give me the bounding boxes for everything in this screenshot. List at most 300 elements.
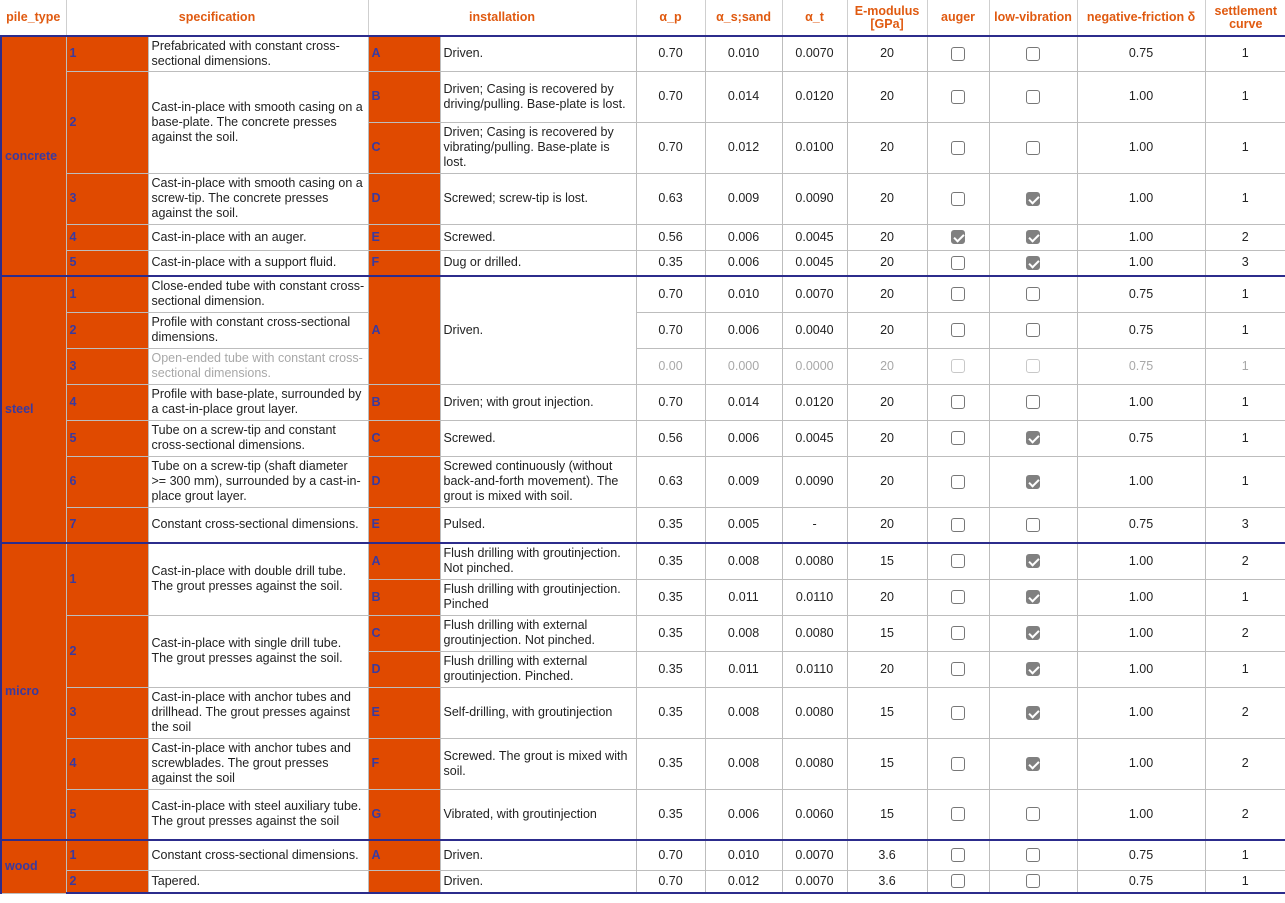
table-row[interactable] [1, 224, 1285, 250]
alpha-s-cell: 0.006 [705, 420, 782, 456]
spec-id-cell: 4 [66, 738, 148, 789]
spec-id-cell: 1 [66, 840, 148, 870]
negative-friction-cell: 0.75 [1077, 507, 1205, 543]
e-modulus-cell: 20 [847, 122, 927, 173]
alpha-s-cell: 0.010 [705, 36, 782, 71]
auger-cell [927, 543, 989, 579]
install-text-cell: Screwed. [440, 420, 636, 456]
e-modulus-cell: 20 [847, 71, 927, 122]
e-modulus-cell: 20 [847, 173, 927, 224]
install-id-cell: E [368, 687, 440, 738]
install-id-cell: D [368, 651, 440, 687]
alpha-t-cell: 0.0060 [782, 789, 847, 840]
alpha-t-cell: 0.0110 [782, 579, 847, 615]
spec-text-cell: Prefabricated with constant cross-sectional dimensions. [148, 36, 368, 71]
spec-id-cell: 5 [66, 420, 148, 456]
spec-id-cell: 7 [66, 507, 148, 543]
table-row[interactable] [1, 276, 1285, 312]
auger-cell [927, 420, 989, 456]
header-installation[interactable]: installation [368, 0, 636, 36]
install-text-cell: Screwed continuously (without back-and-forth movement). The grout is mixed with soil. [440, 456, 636, 507]
install-id-cell: D [368, 173, 440, 224]
header-alpha-p[interactable]: α_p [636, 0, 705, 36]
install-id-cell: F [368, 738, 440, 789]
auger-cell [927, 122, 989, 173]
low-vibration-cell [989, 456, 1077, 507]
spec-text-cell: Cast-in-place with a support fluid. [148, 250, 368, 276]
alpha-t-cell: 0.0080 [782, 615, 847, 651]
low-vibration-checkbox[interactable] [1026, 287, 1040, 301]
settlement-curve-cell: 1 [1205, 276, 1285, 312]
table-row[interactable] [1, 36, 1285, 71]
alpha-t-cell: 0.0080 [782, 738, 847, 789]
auger-checkbox[interactable] [951, 359, 965, 373]
low-vibration-checkbox[interactable] [1026, 431, 1040, 445]
settlement-curve-cell: 1 [1205, 870, 1285, 893]
auger-checkbox[interactable] [951, 626, 965, 640]
low-vibration-cell [989, 507, 1077, 543]
settlement-curve-cell: 2 [1205, 543, 1285, 579]
low-vibration-checkbox[interactable] [1026, 395, 1040, 409]
auger-checkbox[interactable] [951, 874, 965, 888]
negative-friction-cell: 0.75 [1077, 420, 1205, 456]
e-modulus-cell: 3.6 [847, 840, 927, 870]
low-vibration-checkbox[interactable] [1026, 662, 1040, 676]
auger-checkbox[interactable] [951, 590, 965, 604]
alpha-p-cell: 0.70 [636, 71, 705, 122]
auger-cell [927, 384, 989, 420]
low-vibration-checkbox[interactable] [1026, 475, 1040, 489]
table-body [1, 36, 1285, 893]
low-vibration-cell [989, 348, 1077, 384]
spec-id-cell: 1 [66, 543, 148, 615]
table-row[interactable] [1, 738, 1285, 789]
settlement-curve-cell: 1 [1205, 420, 1285, 456]
alpha-p-cell: 0.35 [636, 651, 705, 687]
spec-id-cell: 4 [66, 224, 148, 250]
low-vibration-cell [989, 651, 1077, 687]
spec-id-cell: 1 [66, 276, 148, 312]
install-id-cell: A [368, 543, 440, 579]
table-row[interactable] [1, 687, 1285, 738]
install-id-cell: B [368, 384, 440, 420]
e-modulus-cell: 15 [847, 789, 927, 840]
alpha-s-cell: 0.010 [705, 840, 782, 870]
auger-cell [927, 276, 989, 312]
e-modulus-cell: 20 [847, 36, 927, 71]
alpha-s-cell: 0.011 [705, 579, 782, 615]
alpha-s-cell: 0.008 [705, 687, 782, 738]
negative-friction-cell: 1.00 [1077, 687, 1205, 738]
negative-friction-cell: 1.00 [1077, 738, 1205, 789]
spec-text-cell: Constant cross-sectional dimensions. [148, 507, 368, 543]
install-text-cell: Driven. [440, 36, 636, 71]
alpha-p-cell: 0.70 [636, 36, 705, 71]
low-vibration-cell [989, 687, 1077, 738]
header-negative-friction[interactable]: negative-friction δ [1077, 0, 1205, 36]
low-vibration-checkbox[interactable] [1026, 626, 1040, 640]
e-modulus-cell: 15 [847, 543, 927, 579]
negative-friction-cell: 0.75 [1077, 36, 1205, 71]
alpha-s-cell: 0.009 [705, 456, 782, 507]
install-text-cell: Vibrated, with groutinjection [440, 789, 636, 840]
auger-checkbox[interactable] [951, 47, 965, 61]
settlement-curve-cell: 1 [1205, 840, 1285, 870]
settlement-curve-cell: 2 [1205, 615, 1285, 651]
alpha-p-cell: 0.35 [636, 507, 705, 543]
low-vibration-cell [989, 71, 1077, 122]
low-vibration-cell [989, 224, 1077, 250]
e-modulus-cell: 20 [847, 456, 927, 507]
auger-checkbox[interactable] [951, 757, 965, 771]
alpha-t-cell: 0.0090 [782, 456, 847, 507]
auger-cell [927, 687, 989, 738]
auger-cell [927, 71, 989, 122]
alpha-t-cell: 0.0070 [782, 870, 847, 893]
spec-id-cell: 6 [66, 456, 148, 507]
low-vibration-checkbox[interactable] [1026, 848, 1040, 862]
alpha-t-cell: 0.0080 [782, 687, 847, 738]
low-vibration-cell [989, 543, 1077, 579]
low-vibration-cell [989, 870, 1077, 893]
spec-text-cell: Cast-in-place with anchor tubes and screwblades. The grout presses against the soil [148, 738, 368, 789]
spec-text-cell: Cast-in-place with single drill tube. The grout presses against the soil. [148, 615, 368, 687]
settlement-curve-cell: 2 [1205, 224, 1285, 250]
auger-checkbox[interactable] [951, 662, 965, 676]
negative-friction-cell: 1.00 [1077, 789, 1205, 840]
auger-cell [927, 36, 989, 71]
negative-friction-cell: 1.00 [1077, 579, 1205, 615]
low-vibration-checkbox[interactable] [1026, 706, 1040, 720]
spec-text-cell: Close-ended tube with constant cross-sectional dimension. [148, 276, 368, 312]
auger-cell [927, 615, 989, 651]
low-vibration-checkbox[interactable] [1026, 359, 1040, 373]
low-vibration-checkbox[interactable] [1026, 90, 1040, 104]
auger-cell [927, 870, 989, 893]
auger-cell [927, 738, 989, 789]
settlement-curve-cell: 3 [1205, 507, 1285, 543]
alpha-p-cell: 0.35 [636, 789, 705, 840]
spec-text-cell: Constant cross-sectional dimensions. [148, 840, 368, 870]
auger-checkbox[interactable] [951, 395, 965, 409]
install-id-cell: E [368, 507, 440, 543]
low-vibration-cell [989, 384, 1077, 420]
negative-friction-cell: 0.75 [1077, 276, 1205, 312]
alpha-t-cell: 0.0120 [782, 384, 847, 420]
table-row[interactable] [1, 507, 1285, 543]
install-text-cell: Driven. [440, 276, 636, 384]
pile-type-cell: concrete [1, 36, 66, 276]
auger-cell [927, 224, 989, 250]
install-id-cell: D [368, 456, 440, 507]
header-row [1, 0, 1285, 36]
header-alpha-s[interactable]: α_s;sand [705, 0, 782, 36]
table-row[interactable] [1, 870, 1285, 893]
install-text-cell: Driven. [440, 870, 636, 893]
install-text-cell: Driven; Casing is recovered by driving/pulling. Base-plate is lost. [440, 71, 636, 122]
install-text-cell: Screwed. [440, 224, 636, 250]
install-text-cell: Screwed; screw-tip is lost. [440, 173, 636, 224]
alpha-p-cell: 0.35 [636, 579, 705, 615]
settlement-curve-cell: 1 [1205, 384, 1285, 420]
alpha-t-cell: 0.0100 [782, 122, 847, 173]
low-vibration-cell [989, 738, 1077, 789]
alpha-t-cell: 0.0070 [782, 840, 847, 870]
low-vibration-checkbox[interactable] [1026, 554, 1040, 568]
alpha-p-cell: 0.35 [636, 687, 705, 738]
low-vibration-checkbox[interactable] [1026, 141, 1040, 155]
spec-id-cell: 3 [66, 687, 148, 738]
alpha-s-cell: 0.006 [705, 224, 782, 250]
install-text-cell: Self-drilling, with groutinjection [440, 687, 636, 738]
spec-text-cell: Cast-in-place with anchor tubes and drillhead. The grout presses against the soil [148, 687, 368, 738]
alpha-s-cell: 0.006 [705, 789, 782, 840]
alpha-s-cell: 0.011 [705, 651, 782, 687]
auger-cell [927, 651, 989, 687]
table-row[interactable] [1, 173, 1285, 224]
install-id-cell: E [368, 224, 440, 250]
low-vibration-checkbox[interactable] [1026, 192, 1040, 206]
e-modulus-cell: 20 [847, 348, 927, 384]
header-auger[interactable]: auger [927, 0, 989, 36]
install-id-cell: A [368, 840, 440, 870]
negative-friction-cell: 1.00 [1077, 224, 1205, 250]
alpha-p-cell: 0.35 [636, 543, 705, 579]
e-modulus-cell: 20 [847, 224, 927, 250]
install-text-cell: Driven. [440, 840, 636, 870]
alpha-p-cell: 0.70 [636, 122, 705, 173]
auger-checkbox[interactable] [951, 256, 965, 270]
settlement-curve-cell: 1 [1205, 312, 1285, 348]
install-id-cell: A [368, 276, 440, 384]
e-modulus-cell: 20 [847, 384, 927, 420]
negative-friction-cell: 0.75 [1077, 348, 1205, 384]
spec-text-cell: Cast-in-place with smooth casing on a screw-tip. The concrete presses against the soil. [148, 173, 368, 224]
low-vibration-checkbox[interactable] [1026, 230, 1040, 244]
spec-text-cell: Profile with constant cross-sectional dimensions. [148, 312, 368, 348]
table-row[interactable] [1, 543, 1285, 579]
low-vibration-cell [989, 122, 1077, 173]
low-vibration-checkbox[interactable] [1026, 590, 1040, 604]
spec-text-cell: Profile with base-plate, surrounded by a cast-in-place grout layer. [148, 384, 368, 420]
e-modulus-cell: 20 [847, 420, 927, 456]
auger-checkbox[interactable] [951, 518, 965, 532]
install-text-cell: Flush drilling with external groutinjection. Not pinched. [440, 615, 636, 651]
low-vibration-cell [989, 615, 1077, 651]
low-vibration-cell [989, 36, 1077, 71]
auger-checkbox[interactable] [951, 192, 965, 206]
alpha-p-cell: 0.70 [636, 312, 705, 348]
alpha-s-cell: 0.014 [705, 384, 782, 420]
auger-cell [927, 579, 989, 615]
auger-checkbox[interactable] [951, 475, 965, 489]
alpha-t-cell: 0.0110 [782, 651, 847, 687]
table-row[interactable] [1, 250, 1285, 276]
alpha-t-cell: - [782, 507, 847, 543]
e-modulus-cell: 20 [847, 651, 927, 687]
negative-friction-cell: 1.00 [1077, 456, 1205, 507]
table-row[interactable] [1, 384, 1285, 420]
header-pile-type[interactable]: pile_type [6, 10, 61, 24]
e-modulus-cell: 20 [847, 579, 927, 615]
low-vibration-cell [989, 250, 1077, 276]
auger-cell [927, 348, 989, 384]
alpha-p-cell: 0.70 [636, 384, 705, 420]
low-vibration-checkbox[interactable] [1026, 518, 1040, 532]
header-settlement-curve[interactable]: settlement curve [1205, 0, 1285, 36]
install-id-cell: C [368, 615, 440, 651]
install-id-cell: C [368, 122, 440, 173]
low-vibration-checkbox[interactable] [1026, 757, 1040, 771]
table-row[interactable] [1, 348, 1285, 384]
alpha-t-cell: 0.0080 [782, 543, 847, 579]
table-row[interactable] [1, 456, 1285, 507]
negative-friction-cell: 1.00 [1077, 71, 1205, 122]
alpha-s-cell: 0.006 [705, 312, 782, 348]
low-vibration-cell [989, 789, 1077, 840]
e-modulus-cell: 20 [847, 276, 927, 312]
negative-friction-cell: 0.75 [1077, 870, 1205, 893]
pile-type-cell: micro [1, 543, 66, 840]
table-row[interactable] [1, 615, 1285, 651]
spec-text-cell: Tube on a screw-tip and constant cross-sectional dimensions. [148, 420, 368, 456]
negative-friction-cell: 1.00 [1077, 384, 1205, 420]
low-vibration-cell [989, 579, 1077, 615]
table-row[interactable] [1, 312, 1285, 348]
auger-checkbox[interactable] [951, 706, 965, 720]
auger-cell [927, 250, 989, 276]
spec-id-cell: 5 [66, 250, 148, 276]
settlement-curve-cell: 1 [1205, 348, 1285, 384]
e-modulus-cell: 20 [847, 507, 927, 543]
negative-friction-cell: 1.00 [1077, 173, 1205, 224]
alpha-t-cell: 0.0090 [782, 173, 847, 224]
alpha-t-cell: 0.0120 [782, 71, 847, 122]
alpha-t-cell: 0.0045 [782, 250, 847, 276]
auger-checkbox[interactable] [951, 554, 965, 568]
alpha-t-cell: 0.0070 [782, 276, 847, 312]
auger-checkbox[interactable] [951, 141, 965, 155]
low-vibration-cell [989, 840, 1077, 870]
alpha-s-cell: 0.009 [705, 173, 782, 224]
install-text-cell: Dug or drilled. [440, 250, 636, 276]
alpha-s-cell: 0.008 [705, 738, 782, 789]
auger-checkbox[interactable] [951, 90, 965, 104]
low-vibration-checkbox[interactable] [1026, 256, 1040, 270]
alpha-s-cell: 0.008 [705, 615, 782, 651]
settlement-curve-cell: 2 [1205, 738, 1285, 789]
alpha-s-cell: 0.005 [705, 507, 782, 543]
pile-type-cell: steel [1, 276, 66, 543]
alpha-p-cell: 0.35 [636, 615, 705, 651]
low-vibration-checkbox[interactable] [1026, 323, 1040, 337]
negative-friction-cell: 1.00 [1077, 122, 1205, 173]
low-vibration-cell [989, 276, 1077, 312]
auger-checkbox[interactable] [951, 230, 965, 244]
negative-friction-cell: 1.00 [1077, 543, 1205, 579]
alpha-p-cell: 0.56 [636, 420, 705, 456]
low-vibration-cell [989, 312, 1077, 348]
install-text-cell: Driven; with grout injection. [440, 384, 636, 420]
auger-checkbox[interactable] [951, 287, 965, 301]
table-row[interactable] [1, 420, 1285, 456]
alpha-t-cell: 0.0070 [782, 36, 847, 71]
install-text-cell: Flush drilling with groutinjection. Not pinched. [440, 543, 636, 579]
install-text-cell: Driven; Casing is recovered by vibrating/pulling. Base-plate is lost. [440, 122, 636, 173]
header-specification[interactable]: specification [66, 0, 368, 36]
alpha-s-cell: 0.012 [705, 870, 782, 893]
alpha-s-cell: 0.000 [705, 348, 782, 384]
e-modulus-cell: 20 [847, 250, 927, 276]
settlement-curve-cell: 1 [1205, 36, 1285, 71]
spec-id-cell: 3 [66, 173, 148, 224]
header-alpha-t[interactable]: α_t [782, 0, 847, 36]
auger-checkbox[interactable] [951, 431, 965, 445]
e-modulus-cell: 15 [847, 615, 927, 651]
negative-friction-cell: 0.75 [1077, 840, 1205, 870]
auger-checkbox[interactable] [951, 807, 965, 821]
negative-friction-cell: 0.75 [1077, 312, 1205, 348]
e-modulus-cell: 3.6 [847, 870, 927, 893]
alpha-p-cell: 0.00 [636, 348, 705, 384]
header-low-vibration[interactable]: low-vibration [989, 0, 1077, 36]
install-id-cell: F [368, 250, 440, 276]
auger-cell [927, 456, 989, 507]
low-vibration-checkbox[interactable] [1026, 874, 1040, 888]
auger-cell [927, 312, 989, 348]
spec-id-cell: 3 [66, 348, 148, 384]
low-vibration-checkbox[interactable] [1026, 47, 1040, 61]
spec-id-cell: 4 [66, 384, 148, 420]
alpha-p-cell: 0.70 [636, 276, 705, 312]
auger-cell [927, 173, 989, 224]
negative-friction-cell: 1.00 [1077, 615, 1205, 651]
spec-text-cell: Open-ended tube with constant cross-sectional dimensions. [148, 348, 368, 384]
alpha-p-cell: 0.63 [636, 456, 705, 507]
low-vibration-checkbox[interactable] [1026, 807, 1040, 821]
auger-cell [927, 789, 989, 840]
header-e-modulus[interactable]: E-modulus [GPa] [847, 0, 927, 36]
settlement-curve-cell: 1 [1205, 122, 1285, 173]
e-modulus-cell: 20 [847, 312, 927, 348]
e-modulus-cell: 15 [847, 687, 927, 738]
install-id-cell: C [368, 420, 440, 456]
spec-id-cell: 2 [66, 71, 148, 173]
alpha-p-cell: 0.63 [636, 173, 705, 224]
install-id-cell [368, 870, 440, 893]
spec-text-cell: Tube on a screw-tip (shaft diameter >= 300 mm), surrounded by a cast-in-place grout layer. [148, 456, 368, 507]
auger-checkbox[interactable] [951, 323, 965, 337]
spec-id-cell: 1 [66, 36, 148, 71]
spec-text-cell: Cast-in-place with an auger. [148, 224, 368, 250]
settlement-curve-cell: 1 [1205, 456, 1285, 507]
install-text-cell: Flush drilling with external groutinjection. Pinched. [440, 651, 636, 687]
settlement-curve-cell: 1 [1205, 173, 1285, 224]
spec-text-cell: Cast-in-place with double drill tube. The grout presses against the soil. [148, 543, 368, 615]
negative-friction-cell: 1.00 [1077, 250, 1205, 276]
table-row[interactable] [1, 71, 1285, 122]
install-id-cell: B [368, 71, 440, 122]
install-id-cell: A [368, 36, 440, 71]
settlement-curve-cell: 1 [1205, 579, 1285, 615]
auger-checkbox[interactable] [951, 848, 965, 862]
alpha-s-cell: 0.010 [705, 276, 782, 312]
spec-text-cell: Cast-in-place with smooth casing on a base-plate. The concrete presses against the soil. [148, 71, 368, 173]
low-vibration-cell [989, 173, 1077, 224]
table-row[interactable] [1, 789, 1285, 840]
spec-id-cell: 2 [66, 615, 148, 687]
table-row[interactable] [1, 840, 1285, 870]
